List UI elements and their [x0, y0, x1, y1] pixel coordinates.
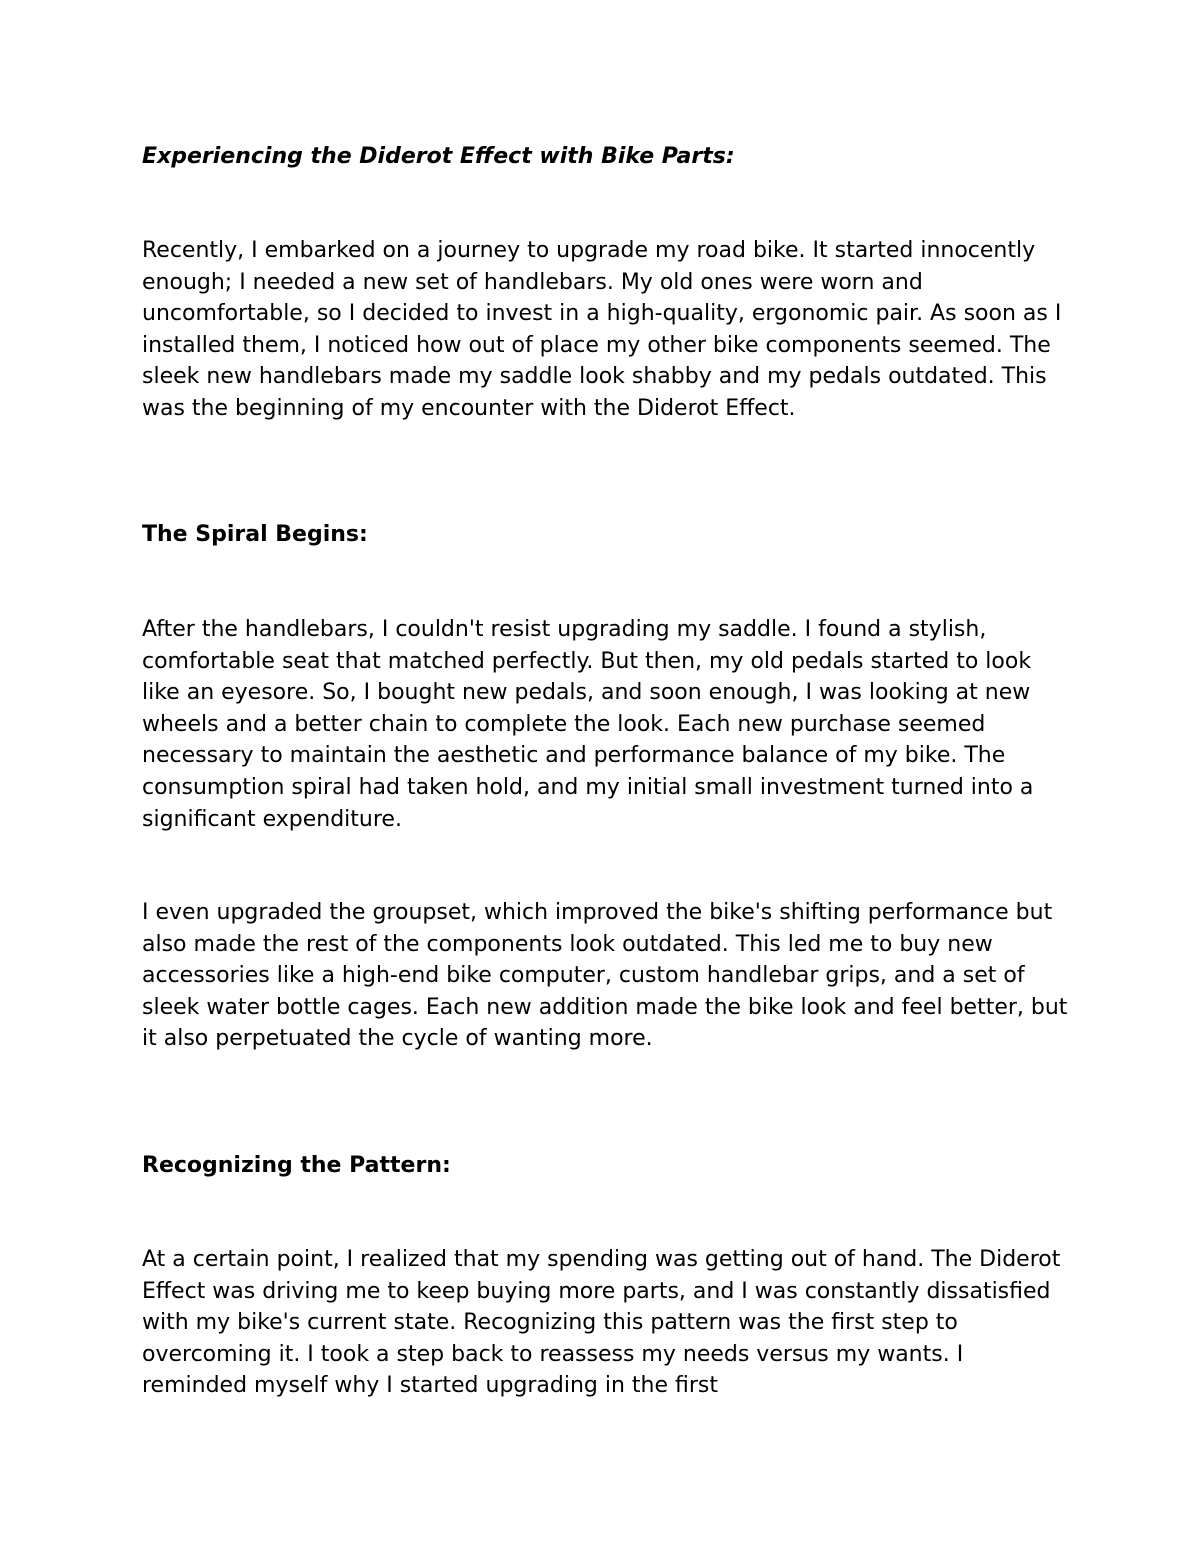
pattern-paragraph-1: At a certain point, I realized that my spending was getting out of hand. The Diderot Effect was driving me to keep buying more parts, and I was constantly dissatisfied with my bike's current state. Recognizing this pattern was the first step to overcoming it. I took a step back to reassess my needs versus my wants. I reminded myself why I started upgrading in the first — [142, 1247, 1061, 1399]
document-title: Experiencing the Diderot Effect with Bike Parts: — [142, 144, 735, 169]
section-heading-spiral-begins: The Spiral Begins: — [142, 522, 368, 547]
spiral-paragraph-1: After the handlebars, I couldn't resist upgrading my saddle. I found a stylish, comfortable seat that matched perfectly. But then, my old pedals started to look like an eyesore. So, I bought new pedals, and soon enough, I was looking at new wheels and a better chain to complete the look. Each new purchase seemed necessary to maintain the aesthetic and performance balance of my bike. The consumption spiral had taken hold, and my initial small investment turned into a significant expenditure. — [142, 617, 1034, 832]
intro-paragraph: Recently, I embarked on a journey to upgrade my road bike. It started innocently enough; I needed a new set of handlebars. My old ones were worn and uncomfortable, so I decided to invest in a high-quality, ergonomic pair. As soon as I installed them, I noticed how out of place my other bike components seemed. The sleek new handlebars made my saddle look shabby and my pedals outdated. This was the beginning of my encounter with the Diderot Effect. — [142, 238, 1062, 421]
section-heading-recognizing-pattern: Recognizing the Pattern: — [142, 1153, 451, 1178]
spiral-paragraph-2: I even upgraded the groupset, which improved the bike's shifting performance but also made the rest of the components look outdated. This led me to buy new accessories like a high-end bike computer, custom handlebar grips, and a set of sleek water bottle cages. Each new addition made the bike look and feel better, but it also perpetuated the cycle of wanting more. — [142, 900, 1068, 1052]
